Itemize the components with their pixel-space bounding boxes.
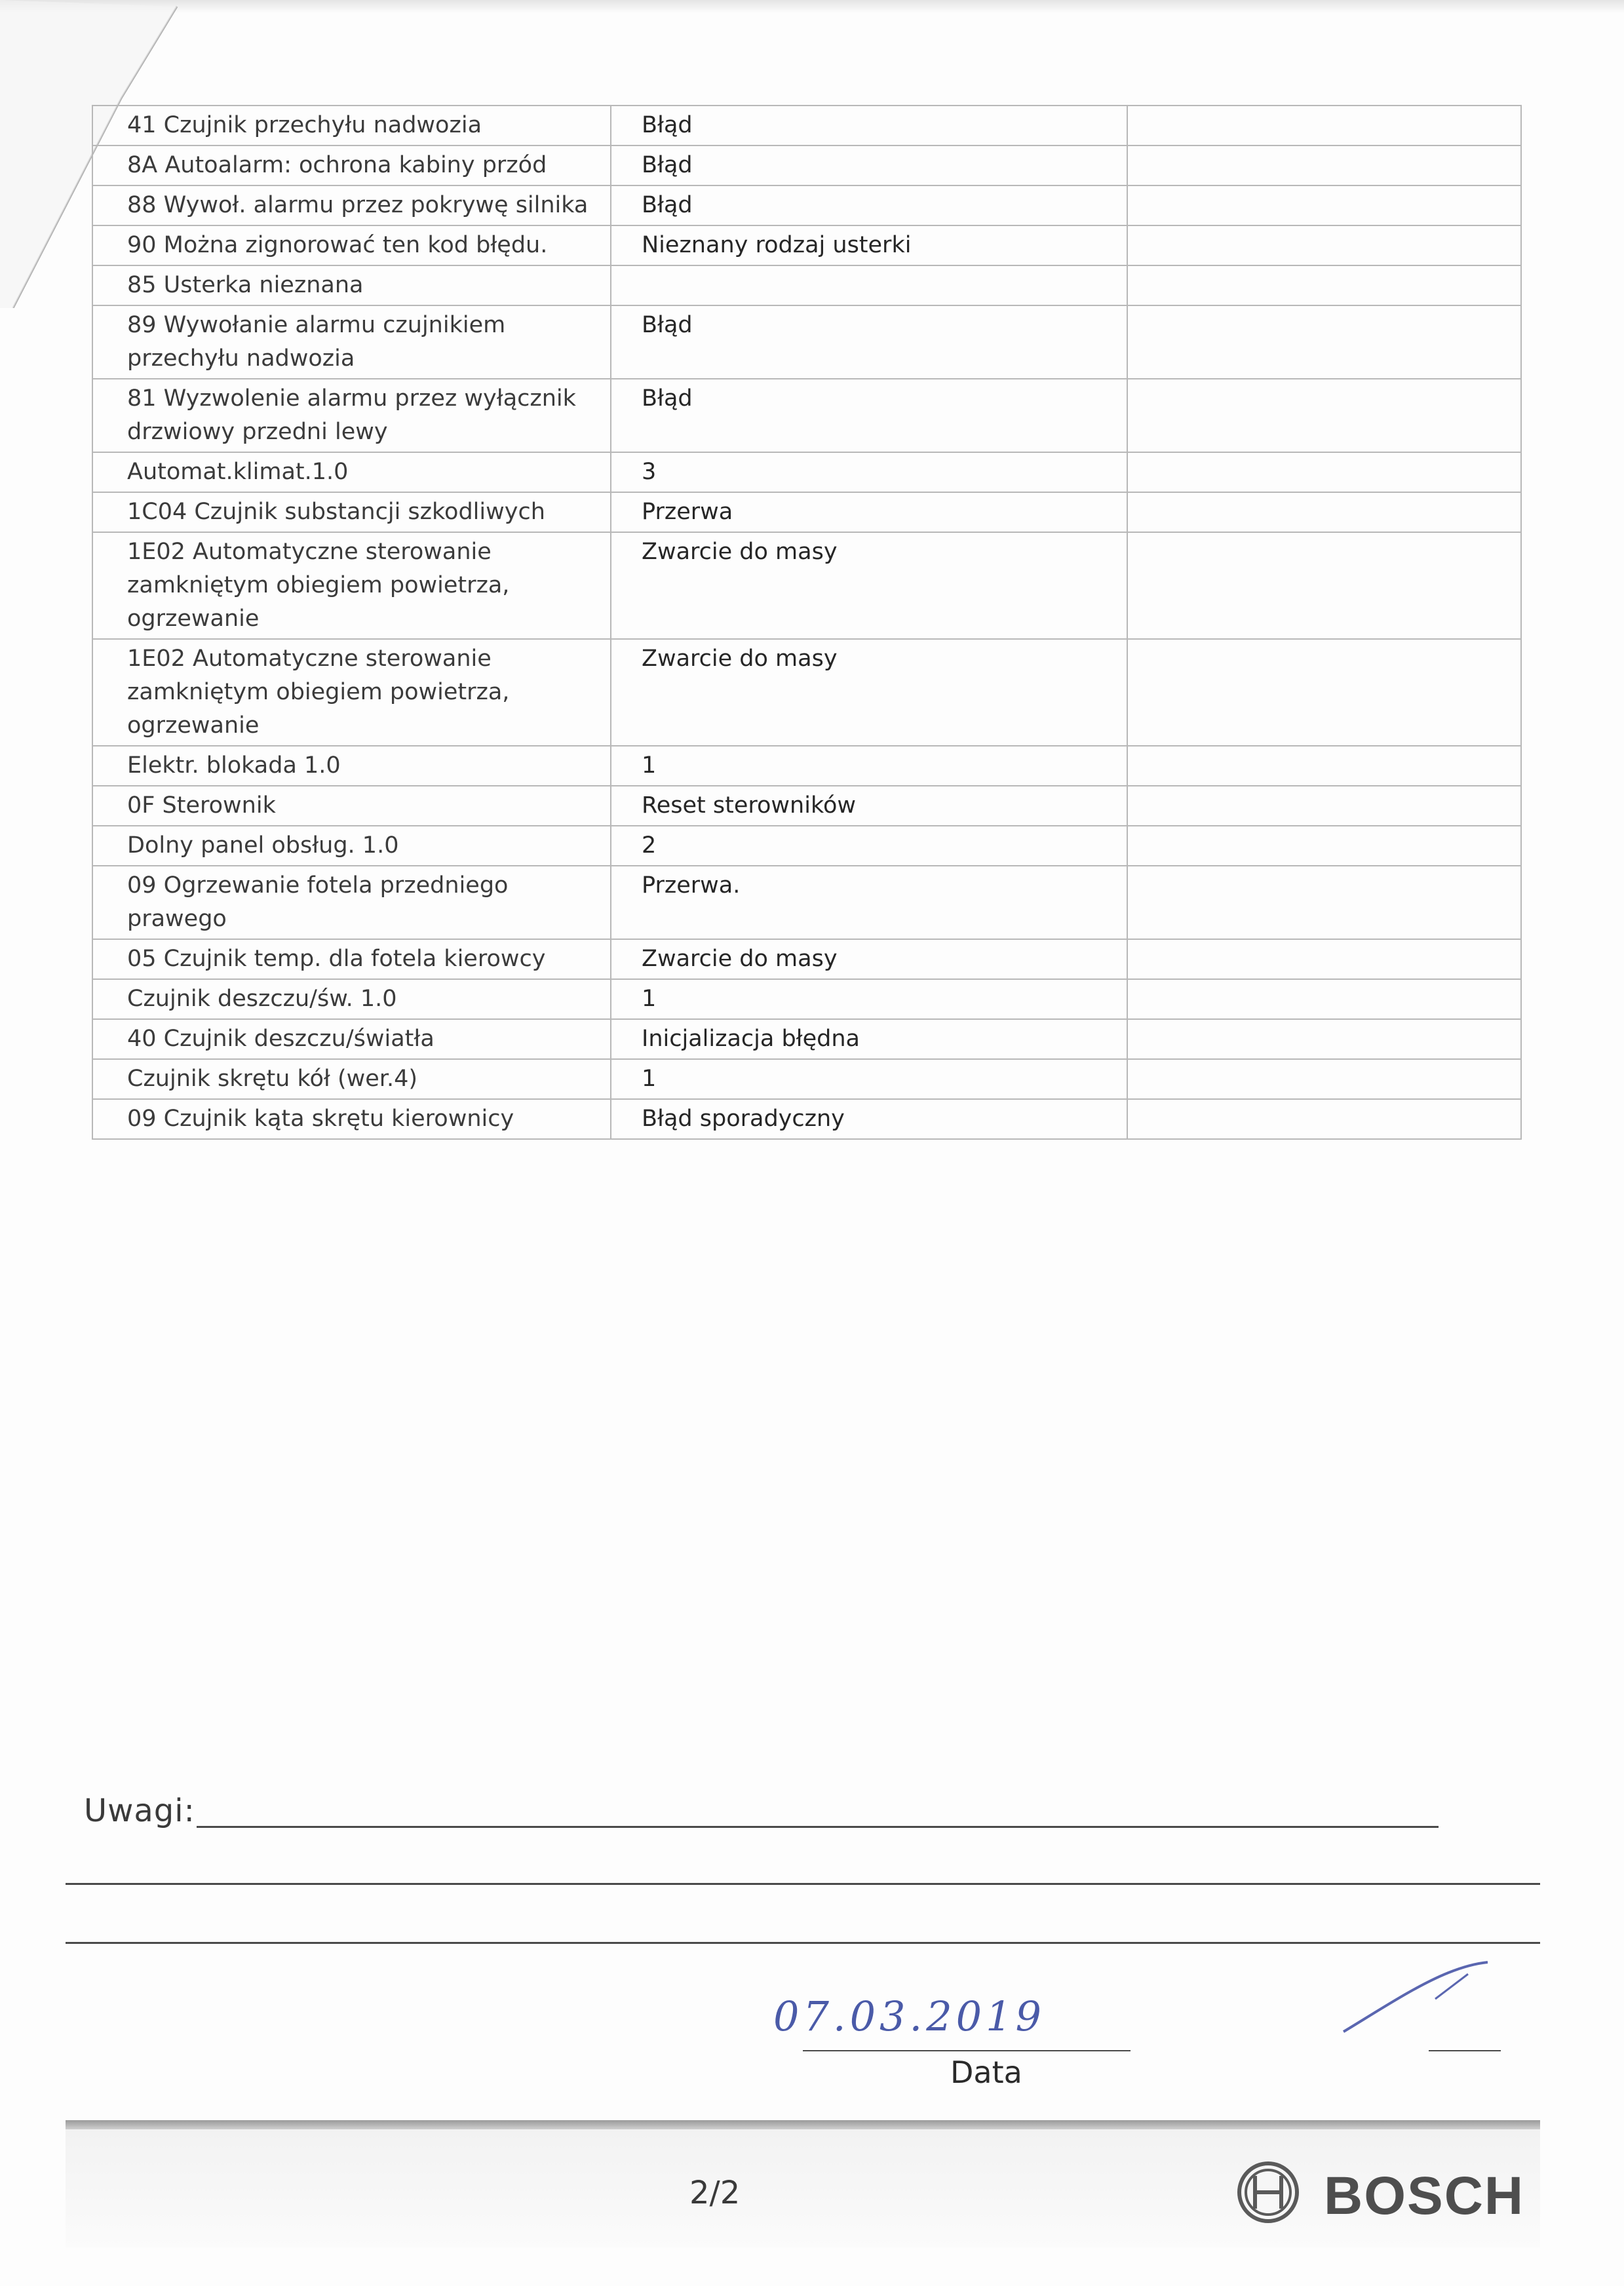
notes-cell	[1127, 492, 1521, 532]
remarks-line-1[interactable]	[197, 1826, 1439, 1828]
notes-cell	[1127, 979, 1521, 1019]
fault-status-cell: 1	[611, 1059, 1127, 1099]
fault-status-cell: Reset sterowników	[611, 786, 1127, 826]
table-row	[92, 225, 1521, 265]
remarks-line-3[interactable]	[66, 1942, 1540, 1944]
fault-description-cell: 1E02 Automatyczne sterowanie zamkniętym obiegiem powietrza, ogrzewanie	[92, 639, 611, 746]
fault-status-cell: Błąd	[611, 106, 1127, 145]
fault-description-cell: Czujnik deszczu/św. 1.0	[92, 979, 611, 1019]
page-number: 2/2	[689, 2175, 741, 2211]
fault-status-cell: Błąd	[611, 379, 1127, 452]
notes-cell	[1127, 746, 1521, 786]
fault-description-cell: 05 Czujnik temp. dla fotela kierowcy	[92, 939, 611, 979]
signature-underline	[1429, 2050, 1501, 2051]
date-underline	[803, 2050, 1131, 2051]
fault-description-cell: 81 Wyzwolenie alarmu przez wyłącznik drzwiowy przedni lewy	[92, 379, 611, 452]
table-row	[92, 1019, 1521, 1059]
table-row	[92, 106, 1521, 145]
fault-status-cell: Przerwa	[611, 492, 1127, 532]
table-row	[92, 979, 1521, 1019]
remarks-label: Uwagi:	[84, 1792, 195, 1829]
fault-description-cell: 85 Usterka nieznana	[92, 265, 611, 305]
fault-description-cell: 1E02 Automatyczne sterowanie zamkniętym obiegiem powietrza, ogrzewanie	[92, 532, 611, 639]
fault-description-cell: Dolny panel obsług. 1.0	[92, 826, 611, 866]
fault-description-cell: 88 Wywoł. alarmu przez pokrywę silnika	[92, 185, 611, 225]
fault-description-cell: Elektr. blokada 1.0	[92, 746, 611, 786]
remarks-line-2[interactable]	[66, 1883, 1540, 1885]
table-row	[92, 639, 1521, 746]
table-row	[92, 185, 1521, 225]
date-label: Data	[950, 2055, 1022, 2090]
fault-description-cell: 8A Autoalarm: ochrona kabiny przód	[92, 145, 611, 185]
table-row	[92, 826, 1521, 866]
bosch-armature-icon	[1232, 2156, 1304, 2228]
date-value: 07.03.2019	[773, 1992, 1045, 2040]
fault-status-cell	[611, 265, 1127, 305]
table-row	[92, 265, 1521, 305]
table-row	[92, 492, 1521, 532]
table-row	[92, 379, 1521, 452]
notes-cell	[1127, 1059, 1521, 1099]
fault-description-cell: Automat.klimat.1.0	[92, 452, 611, 492]
notes-cell	[1127, 1019, 1521, 1059]
fault-status-cell: Przerwa.	[611, 866, 1127, 939]
notes-cell	[1127, 826, 1521, 866]
fault-description-cell: 41 Czujnik przechyłu nadwozia	[92, 106, 611, 145]
fault-description-cell: 40 Czujnik deszczu/światła	[92, 1019, 611, 1059]
signature-mark	[1337, 1960, 1507, 2038]
notes-cell	[1127, 939, 1521, 979]
table-row	[92, 145, 1521, 185]
table-row	[92, 786, 1521, 826]
notes-cell	[1127, 225, 1521, 265]
fault-description-cell: 1C04 Czujnik substancji szkodliwych	[92, 492, 611, 532]
table-row	[92, 939, 1521, 979]
notes-cell	[1127, 532, 1521, 639]
notes-cell	[1127, 106, 1521, 145]
table-row	[92, 532, 1521, 639]
bosch-wordmark: BOSCH	[1324, 2166, 1525, 2226]
notes-cell	[1127, 452, 1521, 492]
fault-description-cell: Czujnik skrętu kół (wer.4)	[92, 1059, 611, 1099]
notes-cell	[1127, 1099, 1521, 1139]
notes-cell	[1127, 379, 1521, 452]
fault-description-cell: 09 Czujnik kąta skrętu kierownicy	[92, 1099, 611, 1139]
table-row	[92, 1099, 1521, 1139]
fault-status-cell: 3	[611, 452, 1127, 492]
notes-cell	[1127, 786, 1521, 826]
notes-cell	[1127, 265, 1521, 305]
fault-description-cell: 90 Można zignorować ten kod błędu.	[92, 225, 611, 265]
fault-status-cell: Błąd	[611, 145, 1127, 185]
fault-status-cell: 1	[611, 746, 1127, 786]
notes-cell	[1127, 185, 1521, 225]
fault-description-cell: 09 Ogrzewanie fotela przedniego prawego	[92, 866, 611, 939]
fault-status-cell: Nieznany rodzaj usterki	[611, 225, 1127, 265]
notes-cell	[1127, 305, 1521, 379]
scan-edge-shadow	[0, 0, 1624, 13]
notes-cell	[1127, 639, 1521, 746]
fault-status-cell: Błąd	[611, 305, 1127, 379]
fault-codes-table	[92, 105, 1522, 1140]
fault-status-cell: Zwarcie do masy	[611, 532, 1127, 639]
fault-codes-table-body	[92, 106, 1521, 1139]
fault-status-cell: Inicjalizacja błędna	[611, 1019, 1127, 1059]
footer-rule	[66, 2120, 1540, 2129]
table-row	[92, 1059, 1521, 1099]
fault-status-cell: Zwarcie do masy	[611, 939, 1127, 979]
fault-status-cell: 1	[611, 979, 1127, 1019]
fault-description-cell: 0F Sterownik	[92, 786, 611, 826]
notes-cell	[1127, 866, 1521, 939]
fault-status-cell: Błąd	[611, 185, 1127, 225]
fault-status-cell: Błąd sporadyczny	[611, 1099, 1127, 1139]
fault-description-cell: 89 Wywołanie alarmu czujnikiem przechyłu nadwozia	[92, 305, 611, 379]
bosch-logo	[1232, 2156, 1534, 2228]
fault-status-cell: 2	[611, 826, 1127, 866]
notes-cell	[1127, 145, 1521, 185]
table-row	[92, 305, 1521, 379]
table-row	[92, 452, 1521, 492]
table-row	[92, 746, 1521, 786]
fault-status-cell: Zwarcie do masy	[611, 639, 1127, 746]
table-row	[92, 866, 1521, 939]
